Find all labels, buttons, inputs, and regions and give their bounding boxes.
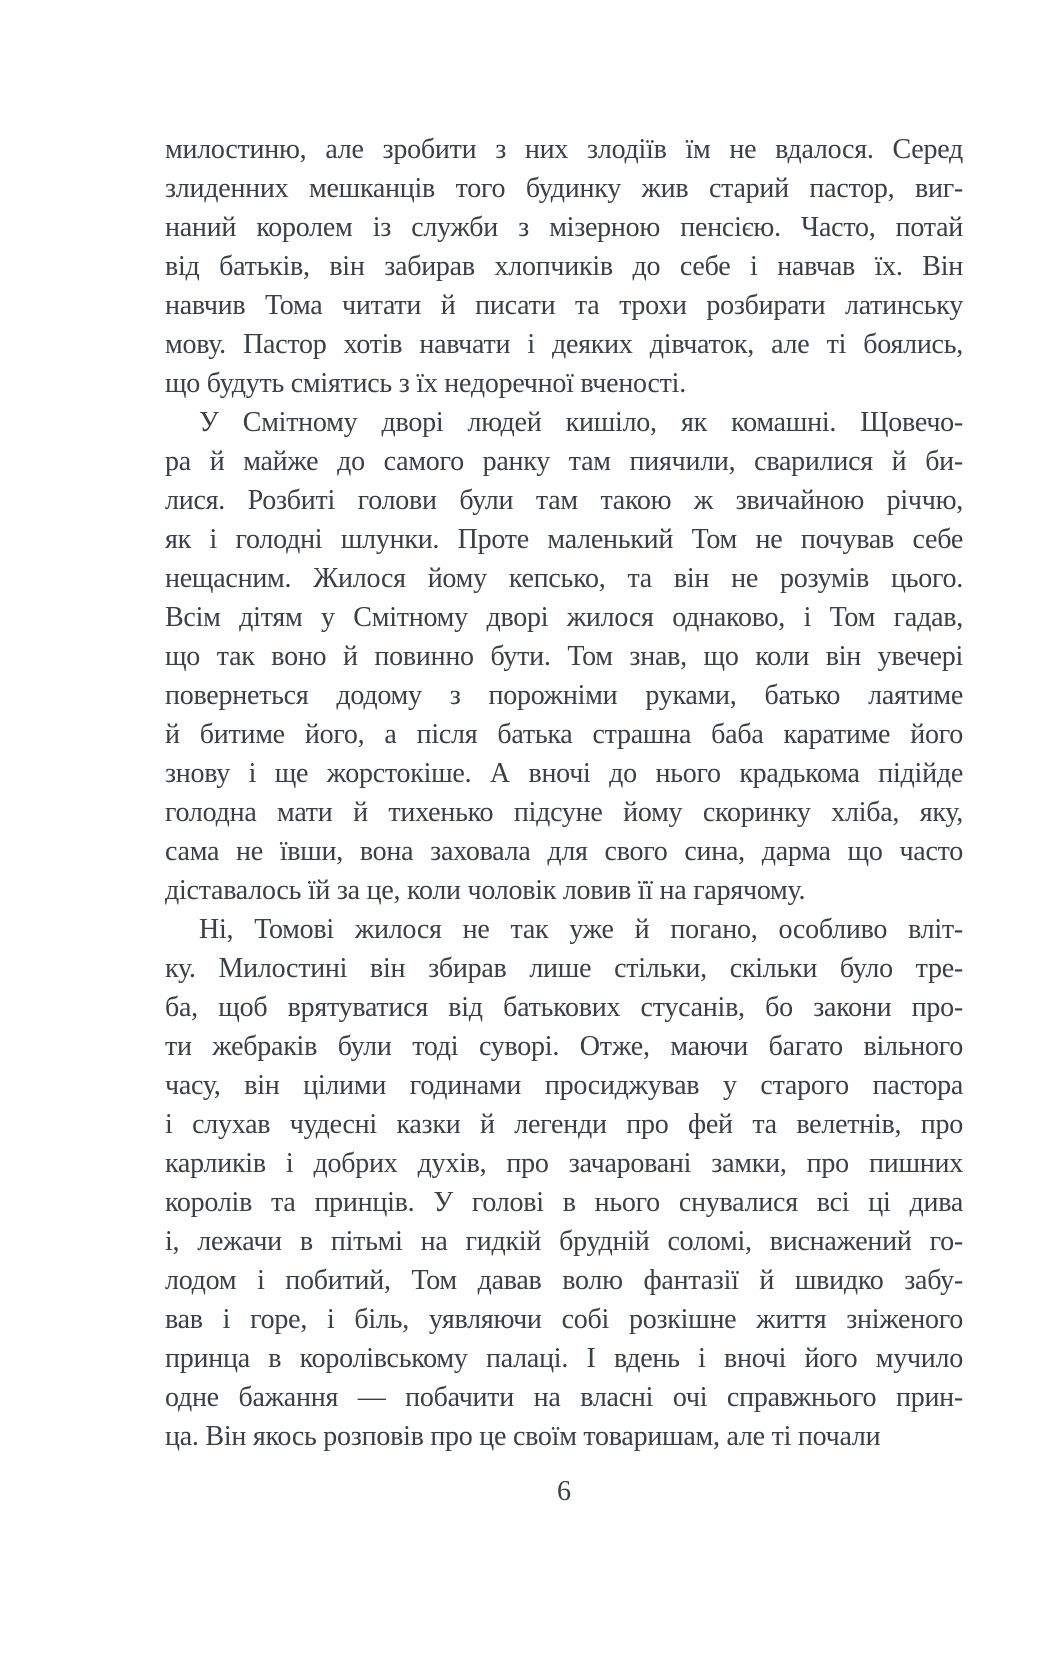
paragraph-3 (165, 910, 963, 1456)
text-line: голодна мати й тихенько підсуне йому скоринку хліба, яку, (165, 797, 963, 828)
text-line: знову і ще жорстокіше. А вночі до нього крадькома підійде (165, 758, 963, 789)
text-line: сама не ївши, вона заховала для свого сина, дарма що часто (165, 836, 963, 867)
text-line: ца. Він якось розповів про це своїм товаришам, але ті почали (165, 1421, 881, 1452)
text-line: повернеться додому з порожніми руками, батько лаятиме (165, 680, 963, 711)
text-line: що будуть сміятись з їх недоречної вченості. (165, 368, 686, 399)
text-line: вав і горе, і біль, уявляючи собі розкішне життя зніженого (165, 1304, 963, 1335)
text-line: королів та принців. У голові в нього снувалися всі ці дива (165, 1187, 963, 1218)
text-line: карликів і добрих духів, про зачаровані замки, про пишних (165, 1148, 963, 1179)
text-line: принца в королівському палаці. І вдень і вночі його мучило (165, 1343, 963, 1374)
text-line: Ні, Томові жилося не так уже й погано, особливо вліт- (199, 914, 963, 945)
text-line: й битиме його, а після батька страшна баба каратиме його (165, 719, 963, 750)
text-line: одне бажання — побачити на власні очі справжнього прин- (165, 1382, 963, 1413)
paragraph-2 (165, 403, 963, 910)
text-line: діставалось їй за це, коли чоловік ловив її на гарячому. (165, 875, 806, 906)
text-line: навчив Тома читати й писати та трохи розбирати латинську (165, 290, 963, 321)
text-line: як і голодні шлунки. Проте маленький Том не почував себе (165, 524, 963, 555)
text-line: ку. Милостині він збирав лише стільки, скільки було тре- (165, 953, 963, 984)
text-line: часу, він цілими годинами просиджував у старого пастора (165, 1070, 963, 1101)
text-line: нещасним. Жилося йому кепсько, та він не розумів цього. (165, 563, 963, 594)
text-line: У Смітному дворі людей кишіло, як комашні. Щовечо- (199, 407, 963, 438)
text-line: злиденних мешканців того будинку жив старий пастор, виг- (165, 173, 963, 204)
text-line: мову. Пастор хотів навчати і деяких дівчаток, але ті боялись, (165, 329, 963, 360)
text-line: Всім дітям у Смітному дворі жилося однаково, і Том гадав, (165, 602, 963, 633)
text-line: ба, щоб врятуватися від батькових стусанів, бо закони про- (165, 992, 963, 1023)
page-number: 6 (557, 1476, 571, 1507)
text-line: милостиню, але зробити з них злодіїв їм не вдалося. Серед (165, 134, 963, 165)
book-page (165, 0, 963, 1511)
text-line: і слухав чудесні казки й легенди про фей та велетнів, про (165, 1109, 963, 1140)
text-line: ти жебраків були тоді суворі. Отже, маючи багато вільного (165, 1031, 963, 1062)
text-line: і, лежачи в пітьмі на гидкій брудній соломі, виснажений го- (165, 1226, 963, 1257)
paragraph-1 (165, 130, 963, 403)
text-line: наний королем із служби з мізерною пенсією. Часто, потай (165, 212, 963, 243)
text-line: що так воно й повинно бути. Том знав, що коли він увечері (165, 641, 963, 672)
text-line: лися. Розбиті голови були там такою ж звичайною річчю, (165, 485, 963, 516)
text-line: лодом і побитий, Том давав волю фантазії й швидко забу- (165, 1265, 963, 1296)
text-line: від батьків, він забирав хлопчиків до себе і навчав їх. Він (165, 251, 963, 282)
text-line: ра й майже до самого ранку там пиячили, сварилися й би- (165, 446, 963, 477)
